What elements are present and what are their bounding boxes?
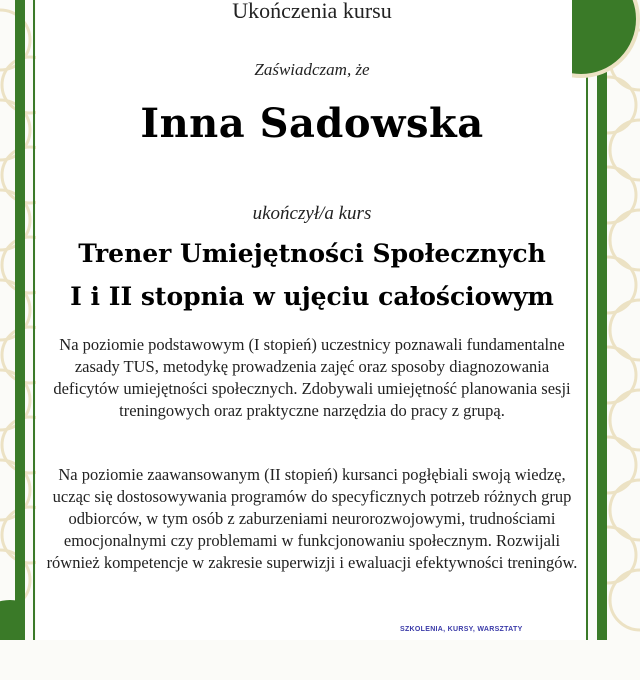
- border-thick-left: [15, 0, 25, 640]
- certificate-subheading: Ukończenia kursu: [232, 0, 392, 23]
- course-title: [36, 232, 588, 318]
- border-thin-left: [33, 0, 35, 640]
- description-paragraph-1: Na poziomie podstawowym (I stopień) uczestnicy poznawali fundamentalne zasady TUS, metodykę prowadzenia zajęć oraz sposoby diagnozowania deficytów umiejętności społecznych. Zdobywali umiejętność planowania sesji treningowych oraz praktyczne narzędzia do pracy z grupą.: [53, 335, 571, 420]
- course-title-line1: Trener Umiejętności Społecznych: [78, 239, 546, 268]
- organization-stamp: SZKOLENIA, KURSY, WARSZTATY: [400, 626, 523, 633]
- decorative-pattern-right: [604, 0, 640, 640]
- recipient-name: Inna Sadowska: [140, 100, 484, 147]
- certify-lead-text: Zaświadczam, że: [254, 60, 370, 79]
- description-paragraph-2: Na poziomie zaawansowanym (II stopień) kursanci pogłębiali swoją wiedzę, ucząc się dostosowywania programów do specyficznych potrzeb różnych grup odbiorców, w tym osób z zaburzeniami neurorozwojowymi, trudnościami emocjonalnymi czy problemami w funkcjonowaniu społecznym. Rozwijali również kompetencje w zakresie superwizji i ewaluacji efektywności treningów.: [46, 465, 578, 572]
- completed-label: ukończył/a kurs: [252, 203, 372, 224]
- border-thick-right: [597, 0, 607, 640]
- course-title-line2: I i II stopnia w ujęciu całościowym: [70, 282, 554, 311]
